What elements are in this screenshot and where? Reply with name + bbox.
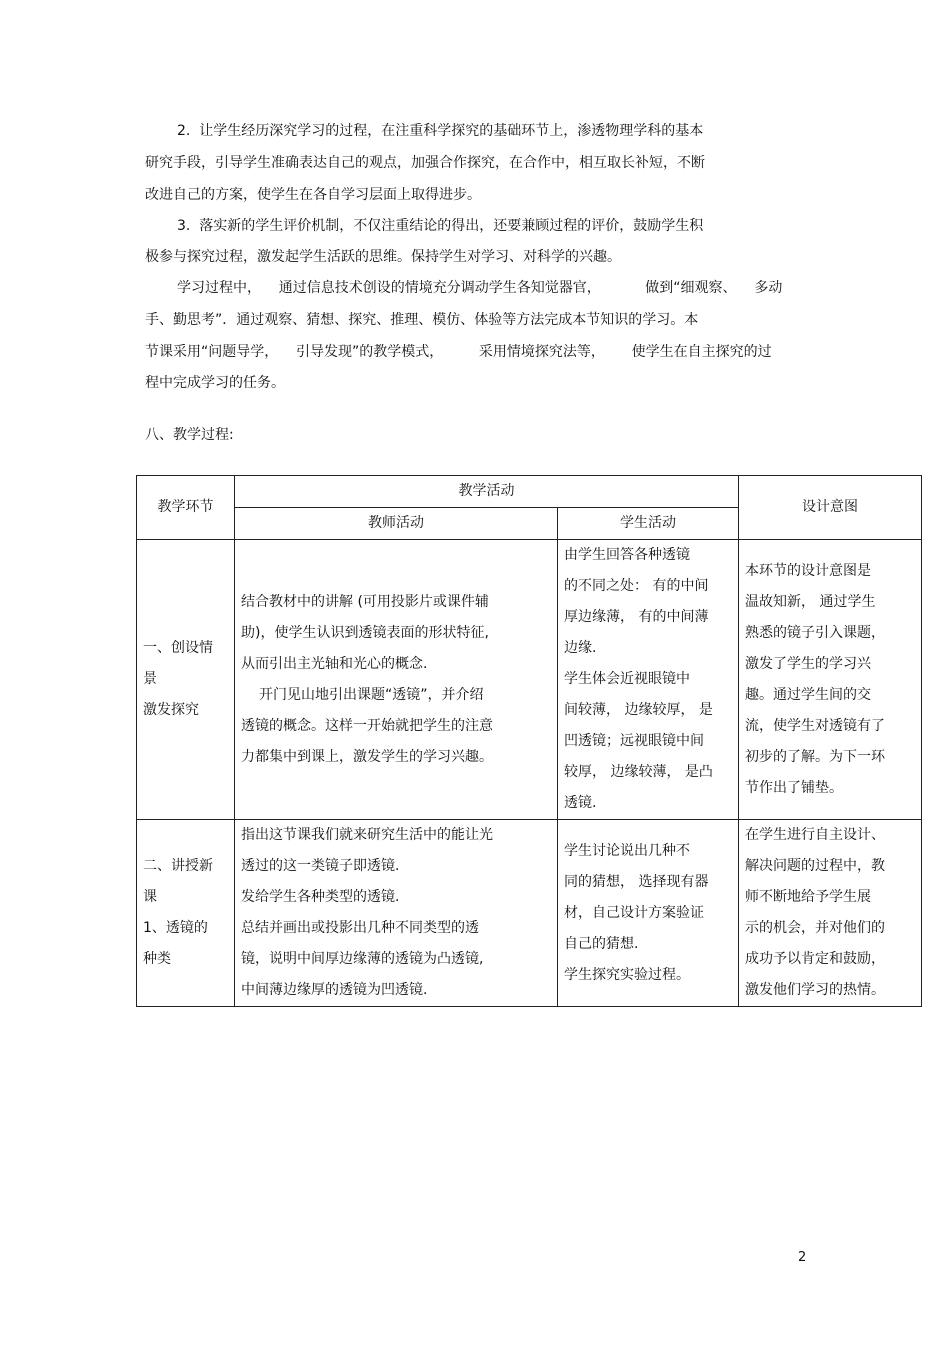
cell-line: 由学生回答各种透镜 <box>564 547 690 563</box>
cell-line: 总结并画出或投影出几种不同类型的透 <box>241 920 479 936</box>
cell-line: 学生探究实验过程。 <box>564 966 690 983</box>
cell-line: 结合教材中的讲解 (可用投影片或课件辅 <box>241 593 489 610</box>
cell-line: 较厚， 边缘较薄， 是凸 <box>564 764 713 780</box>
cell-line: 材，自己设计方案验证 <box>564 904 704 921</box>
cell-line: 一、创设情 <box>143 640 213 656</box>
cell-line: 助)，使学生认识到透镜表面的形状特征, <box>241 624 489 641</box>
cell-line: 解决问题的过程中，教 <box>745 858 885 874</box>
paragraph-line: 2. 让学生经历深究学习的过程，在注重科学探究的基础环节上，渗透物理学科的基本 <box>177 123 704 139</box>
teaching-process-table <box>136 475 922 1007</box>
cell-line: 课 <box>143 889 157 905</box>
paragraph-line: 改进自己的方案，使学生在各自学习层面上取得进步。 <box>145 187 481 203</box>
cell-line: 间较薄， 边缘较厚， 是 <box>564 702 713 718</box>
paragraph-line: 3. 落实新的学生评价机制，不仅注重结论的得出，还要兼顾过程的评价，鼓励学生积 <box>177 218 704 234</box>
header-teacher: 教师活动 <box>235 508 558 540</box>
table-row <box>137 820 922 1007</box>
table-row <box>137 540 922 820</box>
cell-line: 指出这节课我们就来研究生活中的能让光 <box>241 827 493 843</box>
cell-line: 激发探究 <box>143 702 199 718</box>
cell-line: 激发了学生的学习兴 <box>745 655 871 672</box>
cell-line: 透镜的概念。这样一开始就把学生的注意 <box>241 717 493 734</box>
paragraph-line: 手、勤思考”．通过观察、猜想、探究、推理、模仿、体验等方法完成本节知识的学习。本 <box>145 312 699 328</box>
cell-line: 透过的这一类镜子即透镜. <box>241 858 400 874</box>
header-activities: 教学活动 <box>235 476 739 508</box>
header-stage: 教学环节 <box>137 476 235 540</box>
paragraph-line: 极参与探究过程，激发起学生活跃的思维。保持学生对学习、对科学的兴趣。 <box>145 249 621 265</box>
cell-line: 凹透镜；远视眼镜中间 <box>564 733 704 749</box>
cell-stage <box>137 820 235 1007</box>
cell-line: 种类 <box>143 951 171 967</box>
cell-line: 开门见山地引出课题“透镜”，并介绍 <box>259 686 484 703</box>
header-intent: 设计意图 <box>739 476 922 540</box>
paragraph-line: 研究手段，引导学生准确表达自己的观点，加强合作探究，在合作中，相互取长补短，不断 <box>145 155 705 171</box>
cell-line: 趣。通过学生间的交 <box>745 686 871 703</box>
cell-line: 温故知新， 通过学生 <box>745 593 876 610</box>
cell-student <box>558 820 739 1007</box>
cell-line: 流，使学生对透镜有了 <box>745 717 885 734</box>
cell-line: 同的猜想， 选择现有器 <box>564 873 709 890</box>
cell-intent <box>739 540 922 820</box>
cell-line: 景 <box>143 671 157 687</box>
cell-teacher <box>235 540 558 820</box>
cell-line: 初步的了解。为下一环 <box>745 748 885 765</box>
cell-stage <box>137 540 235 820</box>
cell-line: 中间薄边缘厚的透镜为凹透镜. <box>241 982 428 998</box>
cell-line: 学生体会近视眼镜中 <box>564 671 690 687</box>
cell-line: 的不同之处： 有的中间 <box>564 578 709 594</box>
paragraph-line: 程中完成学习的任务。 <box>145 375 285 391</box>
cell-line: 节作出了铺垫。 <box>745 779 843 796</box>
header-student: 学生活动 <box>558 508 739 540</box>
cell-line: 边缘. <box>564 640 597 656</box>
cell-teacher <box>235 820 558 1007</box>
cell-line: 二、讲授新 <box>143 858 213 874</box>
page-number: 2 <box>798 1250 807 1265</box>
cell-line: 自己的猜想. <box>564 935 639 952</box>
cell-line: 激发他们学习的热情。 <box>745 982 885 998</box>
paragraph-line: 学习过程中， 通过信息技术创设的情境充分调动学生各知觉器官， 做到“细观察、 多动 <box>177 280 783 296</box>
cell-line: 熟悉的镜子引入课题， <box>745 624 885 641</box>
cell-line: 成功予以肯定和鼓励， <box>745 951 885 967</box>
cell-line: 从而引出主光轴和光心的概念. <box>241 655 428 672</box>
section-title: 八、教学过程: <box>145 427 234 443</box>
cell-line: 示的机会，并对他们的 <box>745 920 885 936</box>
cell-line: 镜，说明中间厚边缘薄的透镜为凸透镜, <box>241 951 484 967</box>
cell-line: 力都集中到课上，激发学生的学习兴趣。 <box>241 748 493 765</box>
cell-line: 师不断地给予学生展 <box>745 889 871 905</box>
cell-line: 厚边缘薄， 有的中间薄 <box>564 609 709 625</box>
paragraph-line: 节课采用“问题导学， 引导发现”的教学模式， 采用情境探究法等， 使学生在自主探究的过 <box>145 344 772 360</box>
cell-intent <box>739 820 922 1007</box>
cell-line: 发给学生各种类型的透镜. <box>241 889 400 905</box>
cell-student <box>558 540 739 820</box>
cell-line: 本环节的设计意图是 <box>745 562 871 579</box>
cell-line: 1、透镜的 <box>143 920 208 936</box>
cell-line: 学生讨论说出几种不 <box>564 842 690 859</box>
cell-line: 在学生进行自主设计、 <box>745 827 885 843</box>
cell-line: 透镜. <box>564 795 597 811</box>
